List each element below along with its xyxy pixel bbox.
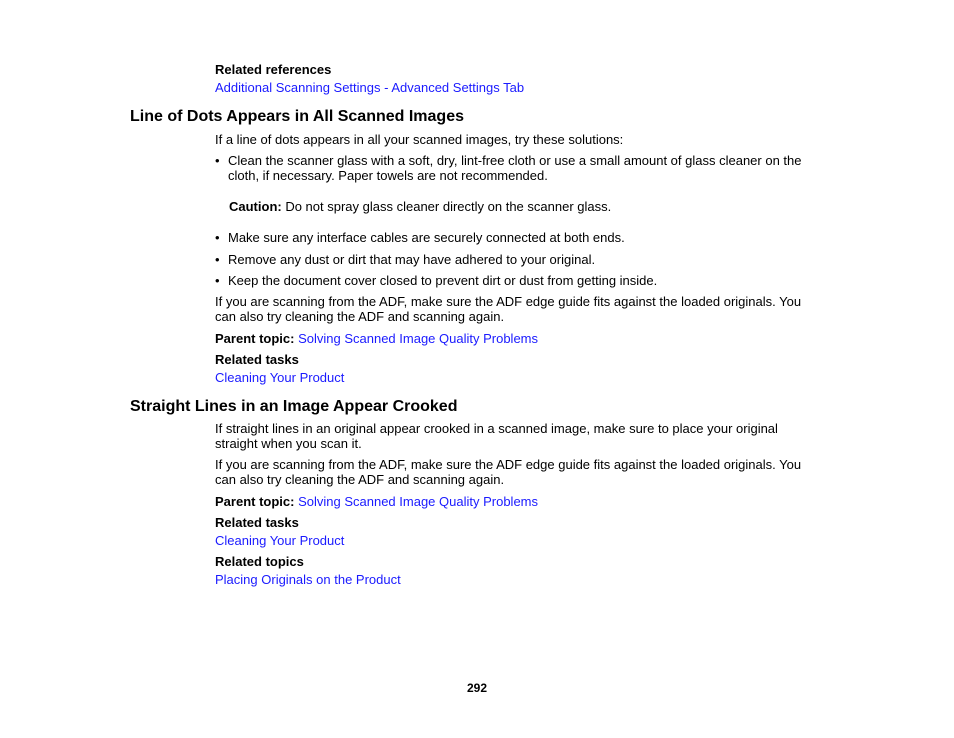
list-item-text: Clean the scanner glass with a soft, dry, lint-free cloth or use a small amount of glass cleaner on the cloth, if necessary. Paper towels are not recommended. (228, 153, 802, 183)
list-item (215, 154, 820, 184)
list-item (215, 231, 820, 246)
parent-topic-label: Parent topic: (215, 331, 295, 346)
bullet-marker: • (215, 230, 220, 245)
related-tasks-label: Related tasks (215, 352, 299, 367)
section1-intro: If a line of dots appears in all your scanned images, try these solutions: (215, 132, 624, 147)
section2-intro: If straight lines in an original appear crooked in a scanned image, make sure to place your original straight when you scan it. (215, 421, 778, 451)
related-topics-link[interactable]: Placing Originals on the Product (215, 572, 401, 587)
list-item-text: Remove any dust or dirt that may have adhered to your original. (228, 252, 596, 267)
related-references-link[interactable]: Additional Scanning Settings - Advanced Settings Tab (215, 80, 525, 95)
related-topics-label: Related topics (215, 554, 304, 569)
bullet-marker: • (215, 252, 220, 267)
list-item (215, 253, 820, 268)
section2-parent-topic (215, 494, 538, 510)
list-item-text: Make sure any interface cables are securely connected at both ends. (228, 230, 625, 245)
section2-adf-note: If you are scanning from the ADF, make sure the ADF edge guide fits against the loaded originals. You can also try cleaning the ADF and scanning again. (215, 457, 802, 487)
related-tasks-link[interactable]: Cleaning Your Product (215, 533, 345, 548)
caution-text: Do not spray glass cleaner directly on the scanner glass. (281, 199, 612, 214)
bullet-marker: • (215, 273, 220, 288)
list-item (215, 274, 820, 289)
section-heading-straight-lines: Straight Lines in an Image Appear Crooked (130, 398, 458, 415)
list-item-text: Keep the document cover closed to prevent dirt or dust from getting inside. (228, 273, 658, 288)
bullet-marker: • (215, 153, 220, 168)
parent-topic-link[interactable]: Solving Scanned Image Quality Problems (298, 331, 538, 346)
section-heading-line-of-dots: Line of Dots Appears in All Scanned Images (130, 108, 464, 125)
caution-note (229, 200, 819, 215)
related-tasks-link[interactable]: Cleaning Your Product (215, 370, 345, 385)
related-references-label: Related references (215, 62, 332, 77)
related-tasks-label: Related tasks (215, 515, 299, 530)
parent-topic-label: Parent topic: (215, 494, 295, 509)
section1-parent-topic (215, 331, 538, 347)
caution-label: Caution: (229, 199, 282, 214)
parent-topic-link[interactable]: Solving Scanned Image Quality Problems (298, 494, 538, 509)
section1-adf-note: If you are scanning from the ADF, make sure the ADF edge guide fits against the loaded originals. You can also try cleaning the ADF and scanning again. (215, 294, 802, 324)
page-number: 292 (466, 681, 488, 695)
